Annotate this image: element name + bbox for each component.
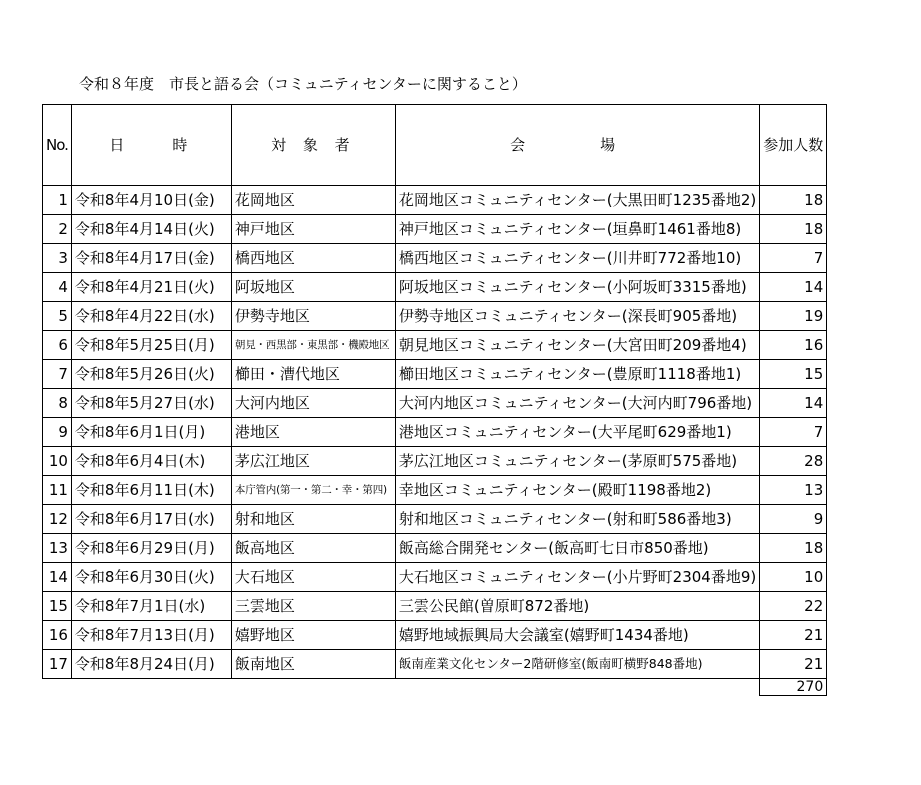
table-row — [43, 244, 827, 273]
table-row — [43, 563, 827, 592]
row-no: 8 — [43, 389, 72, 418]
row-no: 12 — [43, 505, 72, 534]
header-target: 対 象 者 — [231, 105, 395, 186]
row-venue: 花岡地区コミュニティセンター(大黒田町1235番地2) — [395, 186, 759, 215]
row-date: 令和8年4月22日(水) — [71, 302, 231, 331]
header-venue: 会 場 — [395, 105, 759, 186]
row-count: 21 — [760, 621, 827, 650]
row-venue: 朝見地区コミュニティセンター(大宮田町209番地4) — [395, 331, 759, 360]
table-row — [43, 534, 827, 563]
row-target: 港地区 — [231, 418, 395, 447]
row-venue: 飯南産業文化センター2階研修室(飯南町横野848番地) — [395, 650, 759, 679]
row-date: 令和8年7月13日(月) — [71, 621, 231, 650]
row-no: 14 — [43, 563, 72, 592]
row-target: 阿坂地区 — [231, 273, 395, 302]
row-date: 令和8年6月17日(水) — [71, 505, 231, 534]
header-no: No. — [43, 105, 72, 186]
row-no: 7 — [43, 360, 72, 389]
row-target: 飯南地区 — [231, 650, 395, 679]
row-venue: 神戸地区コミュニティセンター(垣鼻町1461番地8) — [395, 215, 759, 244]
table-row — [43, 621, 827, 650]
row-count: 15 — [760, 360, 827, 389]
row-target: 大石地区 — [231, 563, 395, 592]
row-venue: 三雲公民館(曽原町872番地) — [395, 592, 759, 621]
table-row — [43, 476, 827, 505]
table-row — [43, 447, 827, 476]
row-count: 9 — [760, 505, 827, 534]
row-target: 嬉野地区 — [231, 621, 395, 650]
table-row — [43, 302, 827, 331]
total-row — [43, 679, 827, 696]
table-row — [43, 360, 827, 389]
table-row — [43, 592, 827, 621]
table-row — [43, 389, 827, 418]
row-venue: 橋西地区コミュニティセンター(川井町772番地10) — [395, 244, 759, 273]
row-venue: 港地区コミュニティセンター(大平尾町629番地1) — [395, 418, 759, 447]
table-row — [43, 186, 827, 215]
row-count: 19 — [760, 302, 827, 331]
row-venue: 大石地区コミュニティセンター(小片野町2304番地9) — [395, 563, 759, 592]
row-target: 大河内地区 — [231, 389, 395, 418]
row-count: 28 — [760, 447, 827, 476]
row-target: 射和地区 — [231, 505, 395, 534]
row-no: 2 — [43, 215, 72, 244]
row-count: 16 — [760, 331, 827, 360]
row-no: 10 — [43, 447, 72, 476]
row-venue: 嬉野地域振興局大会議室(嬉野町1434番地) — [395, 621, 759, 650]
row-count: 18 — [760, 186, 827, 215]
row-target: 神戸地区 — [231, 215, 395, 244]
row-venue: 射和地区コミュニティセンター(射和町586番地3) — [395, 505, 759, 534]
row-no: 13 — [43, 534, 72, 563]
table-row — [43, 650, 827, 679]
row-count: 18 — [760, 534, 827, 563]
total-spacer — [43, 679, 72, 696]
row-date: 令和8年4月10日(金) — [71, 186, 231, 215]
row-date: 令和8年6月1日(月) — [71, 418, 231, 447]
total-spacer — [71, 679, 231, 696]
row-no: 3 — [43, 244, 72, 273]
row-no: 9 — [43, 418, 72, 447]
row-no: 15 — [43, 592, 72, 621]
meeting-schedule-table — [42, 104, 827, 696]
row-target: 橋西地区 — [231, 244, 395, 273]
row-venue: 阿坂地区コミュニティセンター(小阿坂町3315番地) — [395, 273, 759, 302]
row-date: 令和8年7月1日(水) — [71, 592, 231, 621]
row-count: 14 — [760, 389, 827, 418]
row-target: 櫛田・漕代地区 — [231, 360, 395, 389]
table-header-row — [43, 105, 827, 186]
table-row — [43, 418, 827, 447]
header-date: 日 時 — [71, 105, 231, 186]
row-venue: 伊勢寺地区コミュニティセンター(深長町905番地) — [395, 302, 759, 331]
row-count: 14 — [760, 273, 827, 302]
row-no: 11 — [43, 476, 72, 505]
row-no: 1 — [43, 186, 72, 215]
row-date: 令和8年8月24日(月) — [71, 650, 231, 679]
row-count: 13 — [760, 476, 827, 505]
total-count: 270 — [760, 679, 827, 696]
row-target: 茅広江地区 — [231, 447, 395, 476]
row-date: 令和8年6月29日(月) — [71, 534, 231, 563]
row-target: 本庁管内(第一・第二・幸・第四) — [231, 476, 395, 505]
row-date: 令和8年6月11日(木) — [71, 476, 231, 505]
row-date: 令和8年5月26日(火) — [71, 360, 231, 389]
page-title: 令和８年度 市長と語る会（コミュニティセンターに関すること） — [79, 75, 527, 93]
row-count: 22 — [760, 592, 827, 621]
table-row — [43, 331, 827, 360]
total-spacer — [231, 679, 395, 696]
row-no: 17 — [43, 650, 72, 679]
row-target: 飯高地区 — [231, 534, 395, 563]
table-row — [43, 273, 827, 302]
row-count: 7 — [760, 244, 827, 273]
row-count: 18 — [760, 215, 827, 244]
row-date: 令和8年6月30日(火) — [71, 563, 231, 592]
row-target: 朝見・西黒部・東黒部・機殿地区 — [231, 331, 395, 360]
row-count: 21 — [760, 650, 827, 679]
row-date: 令和8年4月14日(火) — [71, 215, 231, 244]
row-no: 6 — [43, 331, 72, 360]
row-no: 16 — [43, 621, 72, 650]
row-venue: 茅広江地区コミュニティセンター(茅原町575番地) — [395, 447, 759, 476]
table-row — [43, 215, 827, 244]
row-venue: 幸地区コミュニティセンター(殿町1198番地2) — [395, 476, 759, 505]
row-date: 令和8年5月27日(水) — [71, 389, 231, 418]
row-date: 令和8年4月21日(火) — [71, 273, 231, 302]
row-date: 令和8年5月25日(月) — [71, 331, 231, 360]
row-date: 令和8年4月17日(金) — [71, 244, 231, 273]
row-venue: 大河内地区コミュニティセンター(大河内町796番地) — [395, 389, 759, 418]
row-date: 令和8年6月4日(木) — [71, 447, 231, 476]
row-no: 4 — [43, 273, 72, 302]
row-no: 5 — [43, 302, 72, 331]
row-venue: 櫛田地区コミュニティセンター(豊原町1118番地1) — [395, 360, 759, 389]
table-row — [43, 505, 827, 534]
row-count: 7 — [760, 418, 827, 447]
row-target: 三雲地区 — [231, 592, 395, 621]
row-target: 伊勢寺地区 — [231, 302, 395, 331]
row-target: 花岡地区 — [231, 186, 395, 215]
row-venue: 飯高総合開発センター(飯高町七日市850番地) — [395, 534, 759, 563]
total-spacer — [395, 679, 759, 696]
header-count: 参加人数 — [760, 105, 827, 186]
row-count: 10 — [760, 563, 827, 592]
